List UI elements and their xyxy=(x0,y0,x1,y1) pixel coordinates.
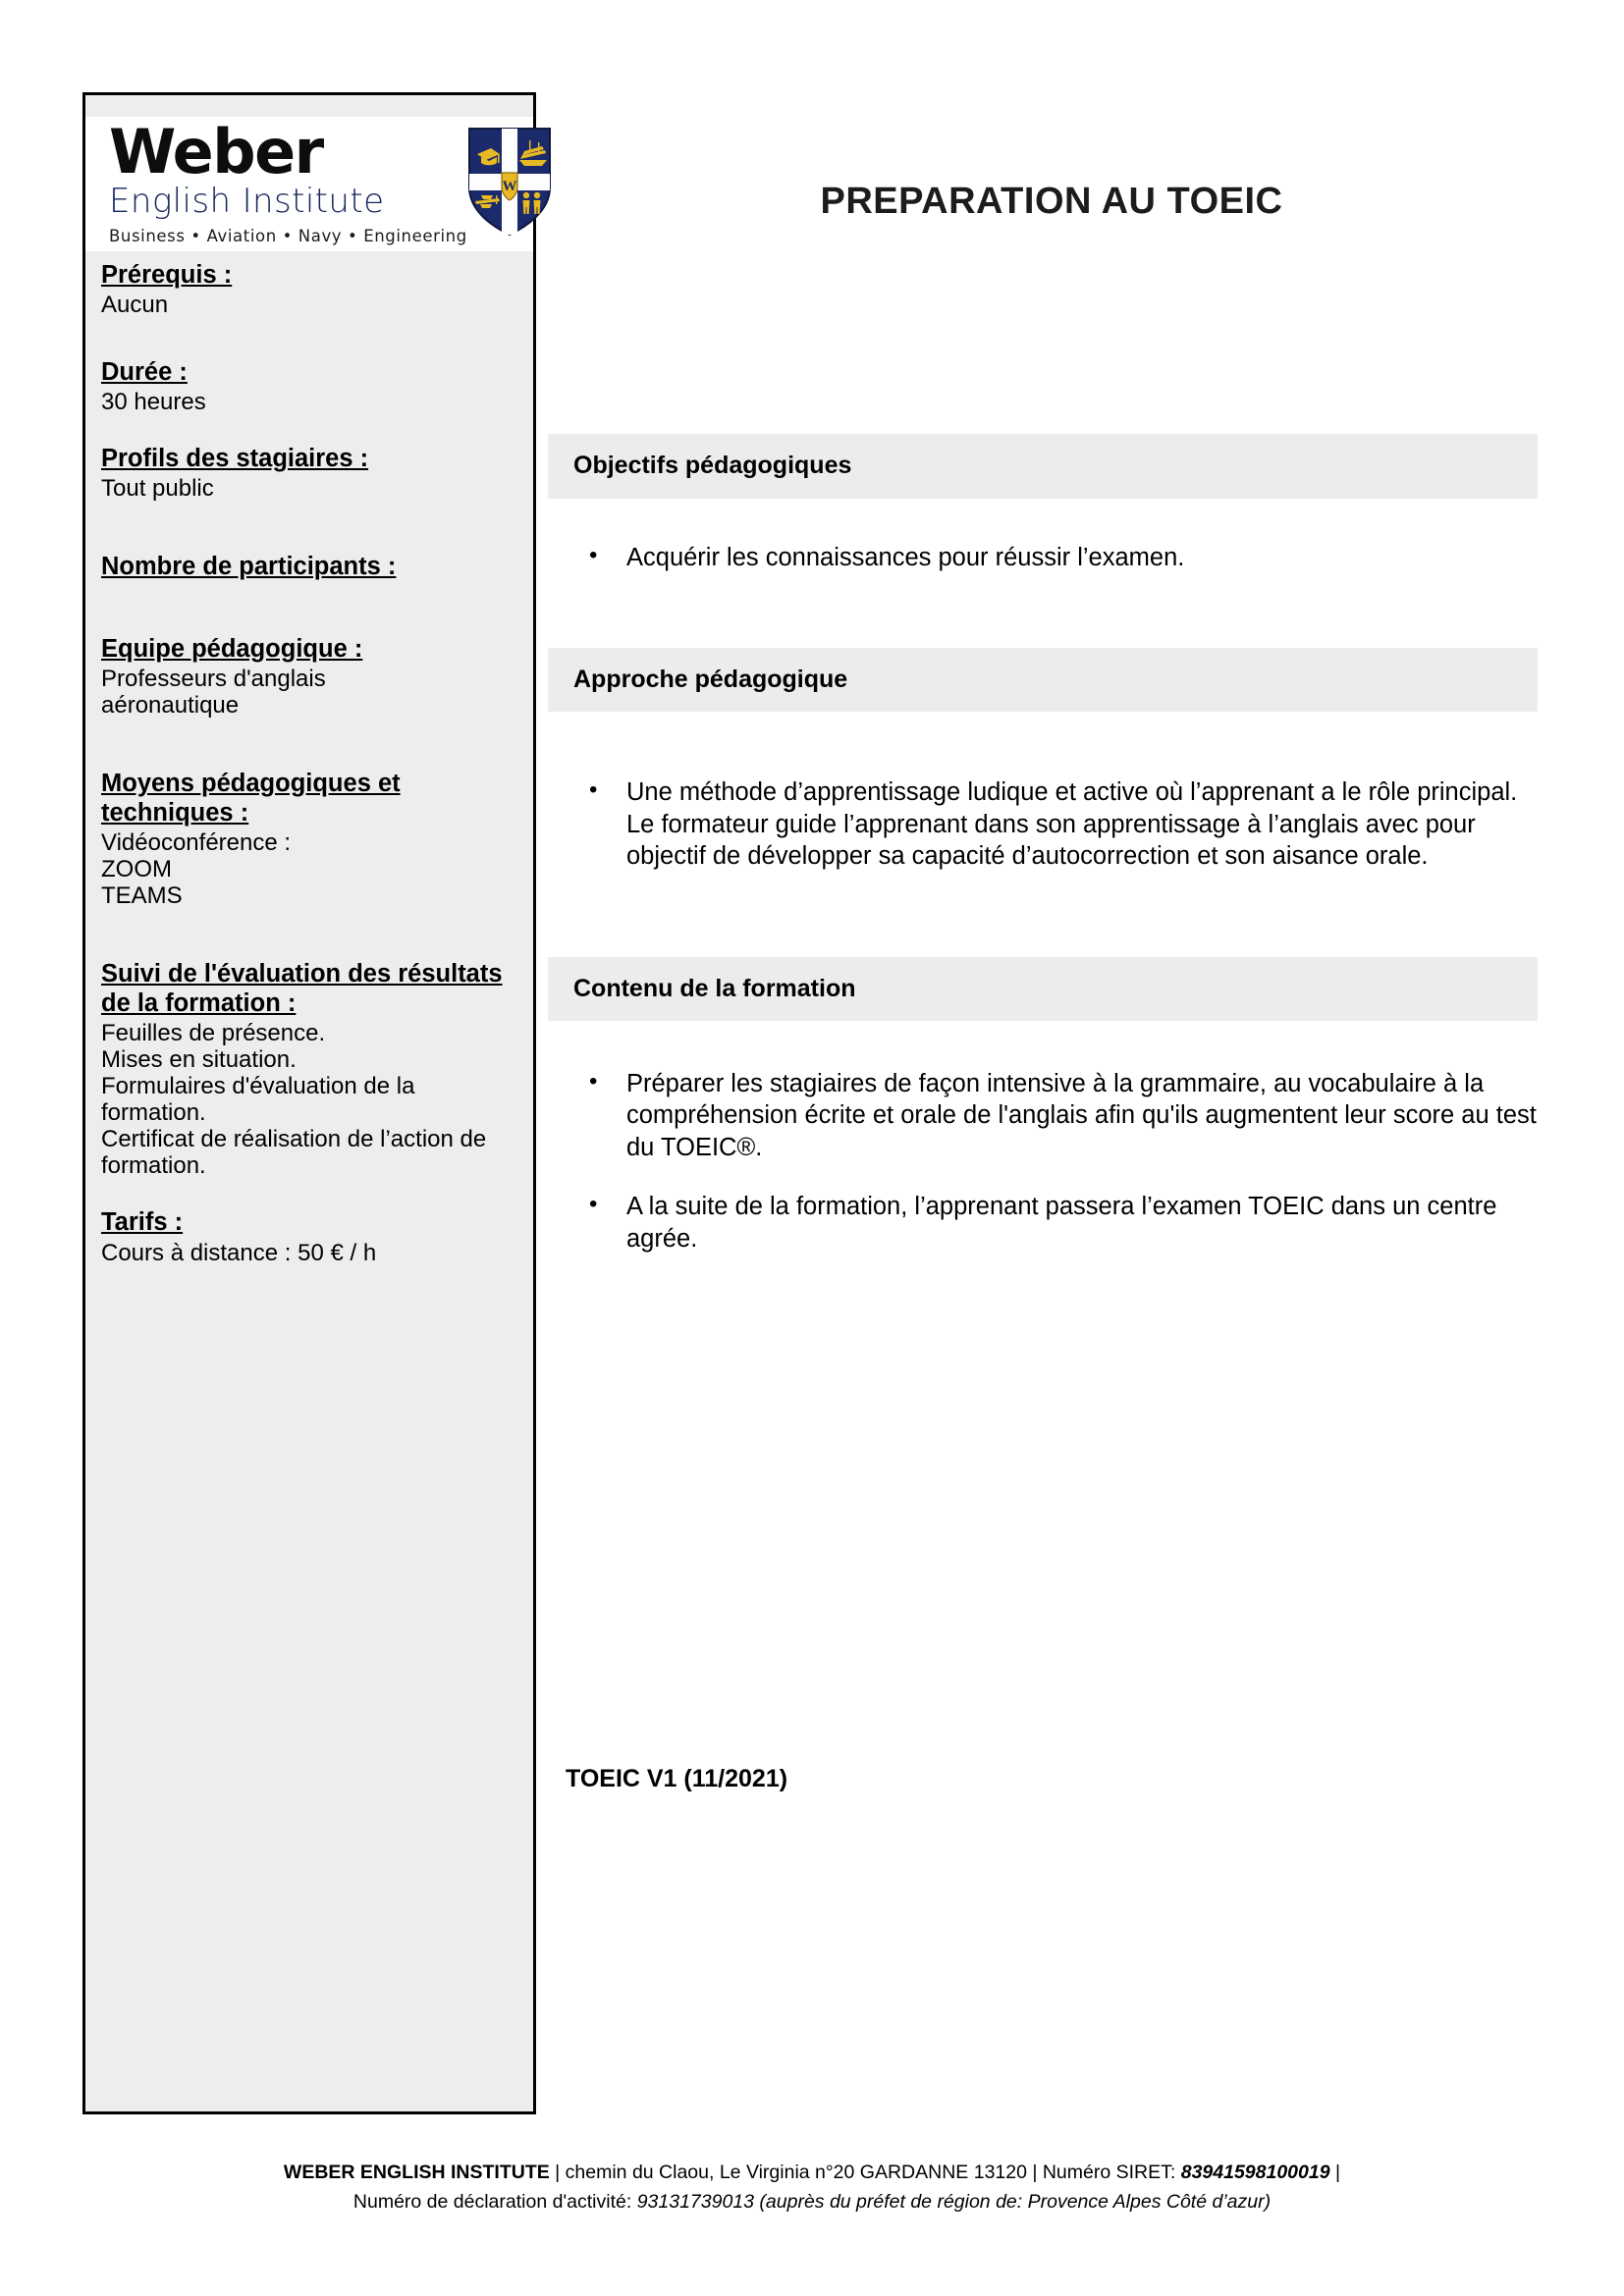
sidebar-section-profils xyxy=(101,445,519,502)
sidebar-body: Cours à distance : 50 € / h xyxy=(101,1239,377,1266)
footer-line-1 xyxy=(0,2158,1624,2187)
footer-declaration-value: 93131739013 (auprès du préfet de région de: Provence Alpes Côté d’azur) xyxy=(636,2191,1272,2214)
sidebar-heading: Moyens pédagogiques et techniques : xyxy=(101,770,401,827)
sidebar-section-moyens xyxy=(101,770,519,909)
section-objectifs-pedagogiques xyxy=(566,434,1538,573)
sidebar-heading: Equipe pédagogique : xyxy=(101,634,363,663)
sidebar-body: Professeurs d'anglais aéronautique xyxy=(101,666,326,720)
sidebar-section-duree xyxy=(101,358,519,415)
sidebar-heading: Nombre de participants : xyxy=(101,553,397,581)
sidebar-body: Tout public xyxy=(101,475,214,503)
list-item: • Une méthode d’apprentissage ludique et active où l’apprenant a le rôle principal. Le formateur guide l’apprenant dans son apprentissage à l’anglais avec pour objectif de développer sa capacité d’autocorrection et son aisance orale. xyxy=(566,776,1538,872)
logo-subtitle: English Institute xyxy=(109,181,385,221)
spacer xyxy=(101,719,519,770)
info-sidebar xyxy=(82,92,536,2114)
crest-monogram: W xyxy=(502,179,517,194)
sidebar-heading: Tarifs : xyxy=(101,1208,184,1237)
section-contenu-de-la-formation xyxy=(566,957,1538,1255)
footer-line1-end: | xyxy=(1329,2162,1341,2183)
section-approche-pedagogique xyxy=(566,648,1538,873)
footer-company-name: WEBER ENGLISH INSTITUTE xyxy=(283,2162,550,2183)
sidebar-body: Feuilles de présence. Mises en situation. Formulaires d'évaluation de la formation. Certificat de réalisation de l’action de formation. xyxy=(101,1019,487,1180)
footer-siret-number: 83941598100019 xyxy=(1180,2162,1330,2183)
sidebar-body: Vidéoconférence : ZOOM TEAMS xyxy=(101,828,292,910)
sidebar-sections xyxy=(85,251,533,1266)
section-body xyxy=(566,542,1538,573)
weber-logo xyxy=(85,117,533,251)
section-heading-band: Contenu de la formation xyxy=(548,957,1538,1022)
logo-wordmark: Weber xyxy=(109,116,323,187)
spacer xyxy=(101,1179,519,1208)
spacer xyxy=(101,415,519,445)
section-body xyxy=(566,1068,1538,1255)
main-content xyxy=(566,92,1538,1793)
list-item: • A la suite de la formation, l’apprenant passera l’examen TOEIC dans un centre agrée. xyxy=(566,1191,1538,1255)
list-item: • Acquérir les connaissances pour réussir l’examen. xyxy=(566,542,1538,573)
section-heading-band: Objectifs pédagogiques xyxy=(548,434,1538,499)
footer-address: | chemin du Claou, Le Virginia n°20 GARDANNE 13120 | Numéro SIRET: xyxy=(549,2162,1181,2183)
sidebar-heading: Durée : xyxy=(101,357,188,386)
logo-tagline: Business • Aviation • Navy • Engineering xyxy=(109,227,467,246)
bullet-list xyxy=(566,542,1538,573)
bullet-list xyxy=(566,1068,1538,1255)
sidebar-section-equipe xyxy=(101,635,519,720)
sidebar-section-participants xyxy=(101,553,519,581)
footer-line-2 xyxy=(0,2187,1624,2216)
sidebar-heading: Prérequis : xyxy=(101,261,233,290)
section-body xyxy=(566,776,1538,872)
sidebar-heading: Suivi de l'évaluation des résultats de la formation : xyxy=(101,960,503,1017)
sidebar-body: 30 heures xyxy=(101,388,206,415)
sidebar-section-prerequis xyxy=(101,261,519,318)
document-version-label: TOEIC V1 (11/2021) xyxy=(566,1764,788,1792)
spacer xyxy=(101,909,519,960)
page-footer xyxy=(0,2158,1624,2216)
section-heading-band: Approche pédagogique xyxy=(548,648,1538,713)
logo-text-group xyxy=(91,116,467,246)
sidebar-heading: Profils des stagiaires : xyxy=(101,444,369,472)
shield-crest-icon xyxy=(467,127,552,237)
sidebar-section-suivi xyxy=(101,960,519,1179)
list-item: • Préparer les stagiaires de façon intensive à la grammaire, au vocabulaire à la compréhension écrite et orale de l'anglais afin qu'ils augmentent leur score au test du TOEIC®. xyxy=(566,1068,1538,1163)
spacer xyxy=(101,584,519,635)
sidebar-body: Aucun xyxy=(101,292,169,319)
sidebar-section-tarifs xyxy=(101,1208,519,1265)
spacer xyxy=(101,502,519,553)
bullet-list xyxy=(566,776,1538,872)
page-title: PREPARATION AU TOEIC xyxy=(820,181,1283,222)
spacer xyxy=(101,319,519,358)
footer-declaration-label: Numéro de déclaration d'activité: xyxy=(352,2191,637,2214)
